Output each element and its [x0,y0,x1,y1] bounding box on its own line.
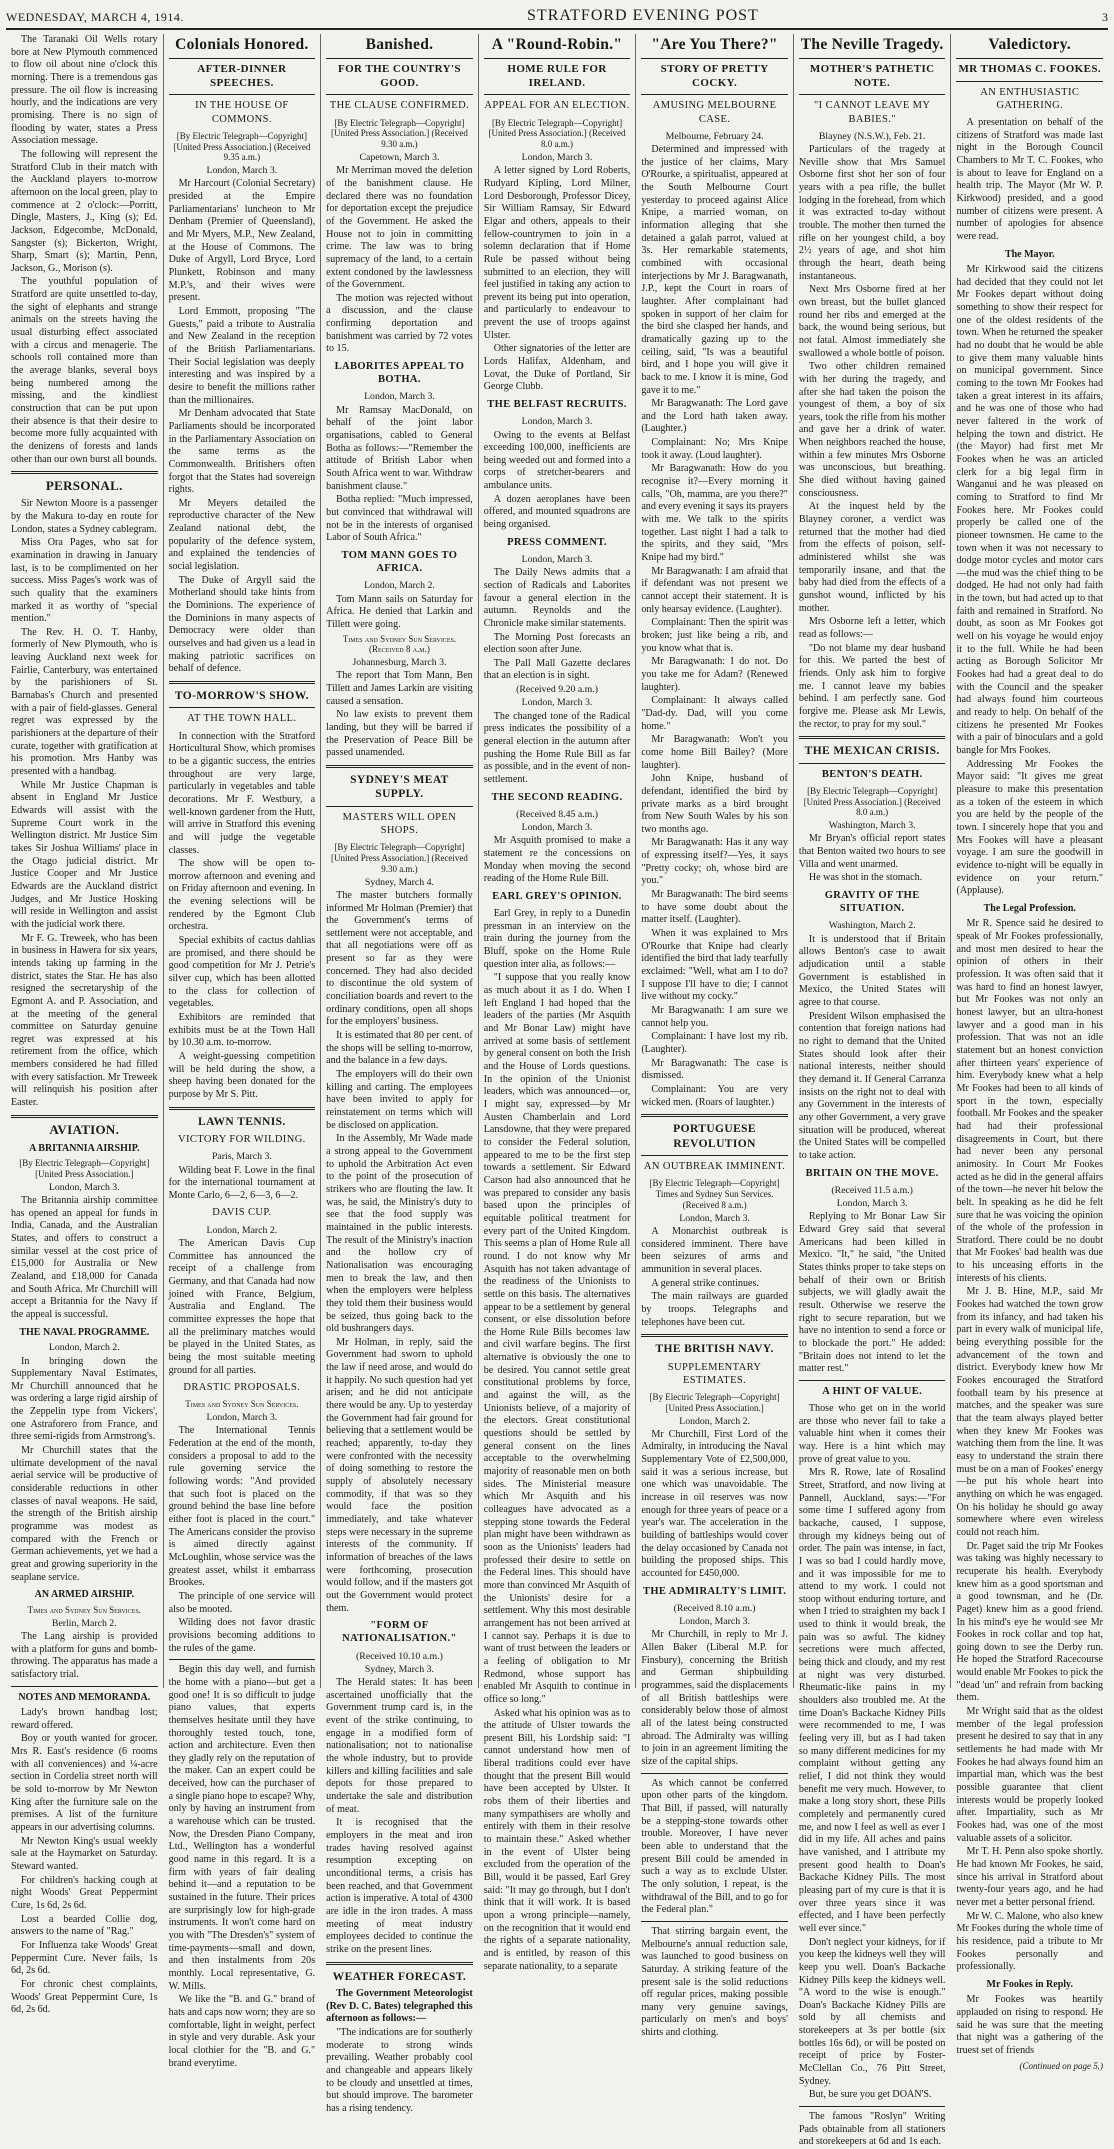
subheading: GRAVITY OF THE SITUATION. [824,890,920,915]
divider [326,94,473,95]
divider [326,806,473,807]
dateline: Capetown, March 3. [359,151,440,163]
article-paragraph: No law exists to prevent them landing, but they will be barred if the Preservation of Peace Bill be passed unamended. [326,709,473,759]
notice: For Influenza take Woods' Great Peppermint Cure. Never fails, 1s 6d, 2s 6d. [11,1939,158,1977]
article-paragraph: A presentation on behalf of the citizens of Stratford was made last night in the Borough Council Chambers to Mr T. C. Fookes, who is about to leave for England on a health trip. The Mayor (Mr W. P. Kirkwood) presided, and a good number of citizens were present. A number of apologies for absence were read. [956,116,1104,242]
subheading: THE CLAUSE CONFIRMED. [329,100,470,112]
article-paragraph: Mr Bryan's official report states that Benton waited two hours to see Villa and went unarmed. [798,833,946,870]
dateline: Washington, March 3. [828,820,916,832]
article-paragraph: The principle of one service will also be mooted. [168,1590,316,1615]
article-paragraph: Mr Meyers detailed the reproductive character of the New Zealand national debt, the popularity of the defence system, and explained the tendencies of social legislation. [168,497,316,573]
subheading: VICTORY FOR WILDING. [178,1134,306,1146]
columns [6,34,1108,2148]
article-paragraph: "Do not blame my dear husband for this. We parted the best of friends. Only ask him to forgive me. I cannot leave my babies behind. I am perfectly sane. God forgive me. Please ask Mr Lewis, the rector, to pray for my soul." [798,642,946,730]
divider [641,1155,788,1156]
article-paragraph: The motion was rejected without a discussion, and the clause confirming deportation and banishment was carried by 72 votes to 15. [326,292,473,355]
divider [641,1921,788,1922]
article-paragraph: Mr W. C. Malone, who also knew Mr Fookes during the whole time of his residence, paid a tribute to Mr Fookes personally and professionally. [956,1910,1104,1973]
divider [956,58,1103,59]
divider [799,1380,946,1381]
article-paragraph: The American Davis Cup Committee has announced the receipt of a challenge from Germany, and that Canada had now joined with France, Belgium, Australia and England. The committee expresses the hope that all the preliminary matches would be played in the United States, as being the most suitable meeting ground for all parties. [168,1237,316,1376]
subheading: SUPPLEMENTARY ESTIMATES. [667,1361,762,1386]
subheading: THE NAVAL PROGRAMME. [19,1326,150,1338]
divider [799,2106,946,2107]
article-paragraph: He was shot in the stomach. [808,872,923,884]
credit-line: [By Electric Telegraph—Copyright] [United Press Association.] [649,1391,780,1413]
article-paragraph: Mr Baragwanath: I am afraid that if defendant was not present we cannot accept their statement. It is only hearsay evidence. (Laughter). [641,565,788,615]
dateline: Sydney, March 4. [364,876,434,888]
article-paragraph: Determined and impressed with the justice of her claims, Mary O'Rourke, a spiritualist, appeared at the South Melbourne Court yesterday to proceed against Alice Knipe, a married woman, on information alleging that she detained a galah parrot, valued at 3s. Her remarkable statements, combined with occasional interjections by Mr J. Baragwanath, J.P., kept the Court in roars of laughter. After complainant had spoken in support of her claim for the bird she clasped her hands, and dramatically gazing up to the ceiling, said, "Is was a beautiful bird, and I hope you will give it back to me. I know it is mine, God gave it to me." [641,144,788,396]
article-headline: A "Round-Robin." [491,36,623,53]
article-paragraph: While Mr Justice Chapman is absent in England Mr Justice Edwards will assist with the Supreme Court work in the Wellington district. Mr Justice Sim takes Sir Joshua Williams' place in the Otago judicial district. Mr Justice Cooper and Mr Justice Edwards are the Auckland district Judges, and Mr Justice Hosking will reside in Wellington and assist with the judicial work there. [11,779,158,930]
credit-line: Times and Sydney Sun Services. [185,1399,299,1410]
dateline: Johannesburg, March 3. [352,657,447,669]
dateline: Melbourne, February 24. [665,130,764,142]
article-paragraph: Mrs Osborne left a letter, which read as follows:— [798,616,946,640]
dateline: (Received 8.10 a.m.) [673,1602,756,1614]
article-paragraph: It is understood that if Britain allows Benton's case to await adjudication until a stable Government is established in Mexico, the United States will agree to that course. [798,933,946,1009]
article-paragraph: Mr Wright said that as the oldest member of the legal profession present he desired to say that in any settlements he had made with Mr Fookes he had always found him an impartial man, which was the best possible guarantee that client interests would be properly looked after. Impartiality, such as Mr Fookes had, was one of the most valuable assets of a solicitor. [956,1706,1104,1844]
subheading: A BRITANNIA AIRSHIP. [29,1142,140,1154]
dateline: Sydney, March 3. [364,1663,434,1675]
article-paragraph: Mr Baragwanath: Won't you come home Bill Bailey? (More laughter). [641,734,788,771]
article-paragraph: The Taranaki Oil Wells rotary bore at New Plymouth commenced to flow oil about nine o'clock this morning. There is a tremendous gas pressure. The oil flow is increasing hourly, and the indications are very promising. There is no sign of flooding by water, states a Press Association message. [11,34,158,147]
section-heading: SYDNEY'S MEAT SUPPLY. [350,774,449,801]
divider [799,58,946,59]
article-paragraph: A Monarchist outbreak is considered imminent. There have been seizures of arms and ammunition in several places. [641,1225,788,1275]
article-paragraph: Mr Ramsay MacDonald, on behalf of the joint labor organisations, cabled to General Botha as follows:—"Remember the attitude of British Labor when South Africa went to war. Withdraw banishment clause." [326,404,473,492]
article-paragraph: The master butchers formally informed Mr Holman (Premier) that the Government's terms of settlement were not acceptable, and that all negotiations were off as present so far as they were concerned. They had also decided to discontinue the old system of conciliation boards and revert to the ordinary conditions, open all shops for the employers' business. [326,889,473,1028]
advertisement: Mrs R. Rowe, late of Rosalind Street, Stratford, and now living at Pannell, Auckland, says:—"For some time I suffered agony from backache, caused, I suppose, through my kidneys being out of order. The pain was intense, in fact, I was so bad I could hardly move, and it was impossible for me to attend to my work. I could not stoop without enduring torture, and when I tried to straighten my back I used to think it would break, the pain was so awful. The kidney secretions were much affected, being thick and cloudy, and my rest at night was very disturbed. Rheumatic-like pains in my shoulders also troubled me. At the time Doan's Backache Kidney Pills were recommended to me, I was feeling very ill, but as I had taken so many different medicines for my complaint without getting any relief, I did not think they would benefit me very much. However, to make a long story short, these Pills completely and permanently cured me, and now I feel as well as ever I did in my life. All aches and pains have vanished, and I attribute my present good health to Doan's Backache Kidney Pills. The most pleasing part of my cure is that it is over three years since it was effected, and I have been perfectly well ever since." [798,1467,946,1934]
article-paragraph: It is estimated that 80 per cent. of the shops will be selling to-morrow, and the balance in a few days. [326,1030,473,1067]
advertisement: The famous "Roslyn" Writing Pads obtainable from all stationers and storekeepers at 6d and 1s each. [798,2111,946,2148]
article-headline: Colonials Honored. [175,36,309,53]
subheading: BRITAIN ON THE MOVE. [805,1167,939,1179]
subheading: The Legal Profession. [983,902,1076,914]
dateline: (Received 8.45 a.m.) [516,808,598,820]
dateline: London, March 2. [206,1224,278,1236]
divider [799,736,946,739]
article-paragraph: Mr Fookes was heartily applauded on rising to respond. He said he was sure that the meeting that night was a gathering of the truest set of friends [956,1994,1104,2057]
section-heading: TO-MORROW'S SHOW. [174,690,309,703]
article-paragraph: Mr Asquith promised to make a statement re the concessions on Monday when moving the second reading of the Home Rule Bill. [483,835,631,885]
column-6 [794,34,952,2148]
article-paragraph: Mr Harcourt (Colonial Secretary) presided at the Empire Parliamentarians' luncheon to Mr Denham (Premier of Queensland), and Mr Myers, M.P., New Zealand, at the House of Commons. The Duke of Argyll, Lord Bryce, Lord Plunkett, Robinson and many M.P.'s, and their wives were present. [168,178,316,304]
subheading: AT THE TOWN HALL. [187,713,297,725]
divider [169,58,316,59]
article-paragraph: Wilding does not favor drastic provisions becoming additions to the rules of the game. [168,1617,316,1654]
article-paragraph: Mr Holman, in reply, said the Government had sworn to uphold the law if need arose, and would do it happily. No such question had yet arisen; and he did not anticipate there would be any. Up to yesterday the Government had fair ground for believing that a settlement would be reached; apparently, to-day they were confronted with the necessity of doing something to restore the supply of absolutely necessary commodity, if that was so they would face the position immediately, and take whatever steps were necessary in the supreme interests of the community. If information of breaches of the laws were forthcoming, prosecution would follow, and if the masters got out the Government would protect them. [326,1336,473,1614]
subheading: PRESS COMMENT. [507,536,607,548]
subheading: AN ENTHUSIASTIC GATHERING. [980,86,1080,111]
article-paragraph: Mr Baragwanath: How do you recognise it?—Every morning it calls, "Oh, mamma, are you there?" and every evening it says its prayers with me. We talk to the spirits together. Last night I had a talk to the spirits, and they said, "Mrs Knipe had my bird." [641,463,788,564]
subheading: THE ADMIRALTY'S LIMIT. [642,1585,787,1597]
article-paragraph: A general strike continues. [651,1277,759,1289]
credit-line: [By Electric Telegraph—Copyright] [United Press Association.] (Received 8.0 a.m.) [803,785,941,818]
section-heading: THE MEXICAN CRISIS. [804,745,940,758]
dateline: (Received 11.5 a.m.) [831,1184,913,1196]
subheading: AN ARMED AIRSHIP. [34,1589,134,1601]
advertisement: We like the "B. and G." brand of hats and caps now worn; they are so comfortable, light in weight, perfect in style and very durable. Ask your local clothier for the "B. and G." brand everytime. [168,1994,316,2069]
divider [326,765,473,768]
subheading: MOTHER'S PATHETIC NOTE. [809,62,935,89]
article-paragraph: The following will represent the Stratford Club in their match with the Auckland players to-morrow afternoon on the local green, play to commence at 2 o'clock:—Porritt, Dingle, Masters, J., King (s); Ed. Jackson, Edgecombe, McDonald, Sangster (s); Bickerton, Wright, Sharp, Smart (s); Martin, Penn, Jackson, G., Morison (s). [11,148,158,274]
article-paragraph: Complainant: I have lost my rib. (Laughter). [641,1031,788,1055]
subheading: A HINT OF VALUE. [822,1385,923,1397]
subheading: "FORM OF NATIONALISATION." [342,1620,457,1645]
subheading: FOR THE COUNTRY'S GOOD. [337,62,461,89]
column-4 [479,34,637,1972]
divider [11,471,158,474]
subheading: AFTER-DINNER SPEECHES. [197,62,287,89]
column-3 [321,34,479,2114]
article-paragraph: Mr T. H. Penn also spoke shortly. He had known Mr Fookes, he said, since his arrival in Stratford about twenty-four years ago, and he had never met a better personal friend. [956,1846,1104,1908]
article-paragraph: The Government Meteorologist (Rev D. C. Bates) telegraphed this afternoon as follows:— [326,1988,473,2025]
article-headline: The Neville Tragedy. [800,36,944,53]
notice: For chronic chest complaints, Woods' Great Peppermint Cure, 1s 6d, 2s 6d. [11,1978,158,2016]
article-paragraph: When it was explained to Mrs O'Rourke that Knipe had clearly identified the bird that lady tearfully exclaimed: "Well, what am I to do? I suppose I'll have to die; I cannot live without my cocky." [641,928,788,1003]
advertisement: Begin this day well, and furnish the home with a piano—but get a good one! It is so difficult to judge piano values, that experts themselves hesitate until they have thoroughly tested touch, tone, action and architecture. Even then they gladly rely on the reputation of the maker. Can an expert could be deceived, how can the purchaser of a single piano hope to escape? Why, only by having an instrument from a warehouse which can be trusted. Now, the Dresden Piano Company, Ltd., Wellington has a wonderful good name in this regard. It is a firm with years of fair dealing behind it—and a reputation to be sustained in the future. Their prices are surprisingly low for high-grade instruments. It won't come hard on you with "The Dresden's" system of time-payments—small and down, and then instalments from 20s monthly. Local representative, G. W. Mills. [168,1664,316,1992]
article-paragraph: Mr Churchill, First Lord of the Admiralty, in introducing the Naval Supplementary Vote of £2,500,000, said it was a serious increase, but one which was unavoidable. The increase in oil reserves was now enough for three years of peace or a year's war. The acceleration in the building of battleships would cover the delay occasioned by Canada not building the proposed ships. This accounted for £450,000. [641,1428,788,1580]
article-paragraph: Mr F. G. Treweek, who has been in business in Hawera for six years, intends taking up farming in the district, states the Star. He has also resigned the secretaryship of the Egmont A. and P. Association, and at the meeting of the general committee on Saturday genuine regret was expressed at his retirement from the office, which members considered he had filled with every satisfaction. Mr Treweek will relinquish his position after Easter. [11,932,158,1109]
article-paragraph: In bringing down the Supplementary Naval Estimates, Mr Churchill announced that he was ordering a large rigid airship of the Zeppelin type from Vickers', one Astraforero from France, and three semi-rigids from Armstrong's. [11,1355,158,1443]
article-paragraph: As which cannot be conferred upon other parts of the kingdom. That Bill, if passed, will naturally be a stepping-stone towards other trouble. Moreover, I have never been able to understand that the present Bill could be amended in such a way as to exclude Ulster. The only solution, I repeat, is the withdrawal of the Bill, and to go for the Federal plan." [641,1777,788,1916]
subheading: APPEAL FOR AN ELECTION. [484,100,630,112]
advertisement: But, be sure you get DOAN'S. [808,2089,932,2101]
notice: For children's hacking cough at night Woods' Great Peppermint Cure, 1s 6d, 2s 6d. [11,1874,158,1911]
article-paragraph: Dr. Paget said the trip Mr Fookes was taking was highly necessary to recuperate his health. Everybody knew him as a good sportsman and a good townsman, and he (Dr. Paget) knew him as a good friend. In his mind's eye he would see Mr Fookes in rock collar and top hat, going down to see the Derby run. He hoped the Stratford Racecourse would enable Mr Fookes to pick the "dead 'un" and refrain from backing them. [956,1540,1104,1704]
article-paragraph: The Pall Mall Gazette declares that an election is in sight. [483,657,631,682]
article-paragraph: Complainant: It always called "Dad-dy. Dad, will you come home." [641,695,788,732]
article-paragraph: "The indications are for southerly moderate to strong winds prevailing. Weather probably cool and changeable and appears likely to be cloudy and unsettled at times, but should improve. The barometer has a rising tendency. [326,2027,473,2114]
notice: Lost a bearded Collie dog, answers to the name of "Rag." [11,1913,158,1938]
article-paragraph: President Wilson emphasised the contention that foreign nations had no right to demand that the United States should look after their national interests, neither should they demand it. If General Carranza insists on the right not to deal with any Government in the interests of any other Government, a very grave situation will be produced, whereat the United States will be compelled to take action. [798,1010,946,1161]
article-paragraph: Special exhibits of cactus dahlias are promised, and there should be good competition for Mr J. Petrie's silver cup, which has been allotted to the class for collection of vegetables. [168,935,316,1010]
section-heading: AVIATION. [49,1121,120,1137]
subheading: STORY OF PRETTY COCKY. [660,62,769,89]
subheading: MASTERS WILL OPEN SHOPS. [342,811,457,837]
advertisement: Don't neglect your kidneys, for if you keep the kidneys well they will keep you well. Doan's Backache Kidney Pills keep the kidneys well. "A word to the wise is enough." Doan's Backache Kidney Pills are sold by all chemists and storekeepers at 3s per bottle (six bottles 16s 6d), or will be posted on receipt of price by Foster-McClellan Co., 76 Pitt Street, Sydney. [798,1936,946,2087]
subheading: THE BELFAST RECRUITS. [487,399,627,411]
article-paragraph: Miss Ora Pages, who sat for examination in drawing in January last, is to be complimented on her success. Miss Pages's work was of such quality that the examiners marked it as worthy of "special mention." [11,537,158,625]
article-paragraph: Mr Merriman moved the deletion of the banishment clause. He declared there was no foundation for deportation except the prejudice of the Government. He asked the House not to join in committing crime. The law was to bring supremacy of the land, to a certain extent condoned by the lawlessness of the Government. [326,165,473,291]
article-headline: "Are You There?" [651,36,778,53]
divider [169,94,316,95]
article-paragraph: Other signatories of the letter are Lords Halifax, Aldenham, and Lovat, the Duke of Portland, Sir George Clubb. [483,343,631,393]
dateline: Blayney (N.S.W.), Feb. 21. [818,130,926,142]
divider [641,1114,788,1117]
article-paragraph: Asked what his opinion was as to the attitude of Ulster towards the present Bill, his Lordship said: "I cannot understand how men of liberal traditions could ever have thought that the present Bill would have been accepted by Ulster. It robs them of their liberties and many sympathisers are wholly and entirely with them in their resolve to maintain these." Asked whether in the event of Ulster being excluded from the operation of the Bill, would it be passed, Earl Grey said: "It may go through, but I don't think that it will work. It is based upon a wrong principle—namely, on the recognition that it would end the rights of a separate nationality, and is entitled, by reason of this separate nationality, to a separate [483,1707,631,1972]
credit-line: [By Electric Telegraph—Copyright] [United Press Association.] (Received 8.0 a.m.) [488,117,626,150]
newspaper-title: STRATFORD EVENING POST [527,7,759,24]
article-paragraph: Owing to the events at Belfast exceeding 100,000, inefficients are being weeded out and formed into a corps of stretcher-bearers and ambulance units. [483,429,631,492]
article-paragraph: At the inquest held by the Blayney coroner, a verdict was returned that the mother had died from the effects of poison, self-administered whilst she was temporarily insane, and that the baby had died from the effects of a gunshot wound, inflicted by his mother. [798,501,946,614]
dateline: Washington, March 2. [828,920,916,932]
article-paragraph: Replying to Mr Bonar Law Sir Edward Grey said that several Americans had been killed in Mexico. "It," he said, "the United States thinks proper to take steps on behalf of their own or British subjects, we will gladly await the result. Otherwise we reserve the right to secure reparation, but we have no intention to send a force or to blockade the port." He added: "Britain does not intend to let the matter rest." [798,1211,946,1375]
article-paragraph: Lord Emmott, proposing "The Guests," paid a tribute to Australia and New Zealand in the reception of the British Parliamentarians. Their Social legislation was deeply interesting and was inspired by a desire to benefit the millions rather than the millionaires. [168,305,316,406]
credit-line: Times and Sydney Sun Services. [27,1604,141,1615]
masthead [6,4,1108,30]
article-paragraph: A weight-guessing competition will be held during the show, a sheep having been donated for the purpose by Mr S. Pitt. [168,1051,316,1100]
divider [326,1962,473,1965]
divider [11,1115,158,1118]
article-paragraph: Botha replied: "Much impressed, but convinced that withdrawal will not be in the interests of organised Labor of South Africa." [326,494,473,544]
section-heading: WEATHER FORECAST. [332,1970,467,1983]
dateline: London, March 3. [206,165,278,177]
article-paragraph: The youthful population of Stratford are quite unsettled to-day, the sight of elephants and strange animals on the streets having the usual disturbing effect associated with a circus and menagerie. The schools roll contained more than the average blanks, several boys being numbered among the missing, and the kindliest construction that can be put upon their absence is that their desire to become more fully acquainted with the denizens of forests and lands other than our own burst all bounds. [11,276,158,465]
dateline: London, March 3. [48,1181,120,1193]
page-number: 3 [1102,10,1108,24]
section-heading: LAWN TENNIS. [198,1115,286,1128]
divider [799,94,946,95]
subheading: BENTON'S DEATH. [821,768,923,780]
dateline: London, March 2. [48,1342,120,1354]
article-paragraph: Mr Kirkwood said the citizens had decided that they could not let Mr Fookes depart without doing something to show their respect for one of the oldest residents of the town. When he returned the speaker had no doubt that he would be able to give them many valuable hints on municipal government. Since coming to the town Mr Fookes had taken a great interest in its affairs, and he was one of those who had never faltered in the work of helping the town and district. He (the Mayor) had first met Mr Fookes when he was an articled clerk for a big legal firm in Wanganui and he was pleased on coming to Stratford to find Mr Fookes here. Mr Fookes could properly be called one of the pioneer townsmen. He came to the town when it was not necessary to dodge motor cycles and motor cars—the mud was the chief thing to be dodged. He had not only had faith in the town, but had acted up to that faith and remained in Stratford. No doubt, as soon as Mr Fookes got well on his voyage he would enjoy it to the full. While he had been acting as Borough Solicitor Mr Fookes had had a great deal to do with the Council and the speaker had always found him courteous and ready to help. On behalf of the citizens he presented Mr Fookes with a pair of binoculars and a gold bangle for Mrs Fookes. [956,264,1104,756]
divider [11,1686,158,1687]
credit-line: [By Electric Telegraph—Copyright] [United Press Association.] (Received 9.35 a.m.) [173,130,311,163]
article-paragraph: It is recognised that the employers in the meat and iron trades having resolved against resumption excepting on unconditional terms, a crisis has been reached, and that Government action is imperative. A total of 4300 are idle in the iron trades. A mass meeting of meat industry employees decided to continue the strike on the present lines. [326,1817,473,1955]
divider [799,763,946,764]
article-paragraph: The show will be open to-morrow afternoon and evening and on Friday afternoon and evening. In the evening selections will be rendered by the Egmont Club orchestra. [168,858,316,933]
subheading: EARL GREY'S OPINION. [492,890,622,902]
subheading: The Mayor. [1004,248,1055,260]
article-paragraph: A dozen aeroplanes have been offered, and mounted squadrons are being organised. [483,493,631,531]
article-paragraph: Earl Grey, in reply to a Dunedin pressman in an interview on the train during the journey from the Bluff, spoke on the Home Rule question inter alia, as follows:— [483,908,631,970]
article-paragraph: Mr Churchill, in reply to Mr J. Allen Baker (Liberal M.P. for Finsbury), concerning the British and German shipbuilding programmes, said the displacements of all British battleships were considerably below those of almost all of the latest being constructed abroad. The Admiralty was willing to join in an agreement limiting the size of the capital ships. [641,1629,788,1767]
continuation-note: (Continued on page 5.) [1019,2060,1104,2071]
dateline: (Received 9.20 a.m.) [516,684,598,696]
article-paragraph: Mr Baragwanath: I do not. Do you take me for Adam? (Renewed laughter). [641,656,788,693]
article-paragraph: John Knipe, husband of defendant, identified the bird by private marks as a bird brought from New South Wales by his son two months ago. [641,773,788,835]
dateline: London, March 3. [836,1198,908,1209]
article-paragraph: The main railways are guarded by troops. Telegraphs and telephones have been cut. [641,1291,788,1328]
article-paragraph: Mr J. B. Hine, M.P., said Mr Fookes had watched the town grow from its infancy, and had taken his part in every walk of municipal life, being everything possible for the advancement of the town and district. Everybody knew how Mr Fookes encouraged the Stratford football team by his presence at matches, and the speaker was sure that the team always played better when they knew Mr Fookes was watching them from the line. It was easy to understand the strain there must be on a man of Fookes' energy—he put his whole heart into anything on which he was engaged. On his holiday he should go away somewhere where even wireless could not reach him. [956,1286,1104,1538]
article-paragraph: Addressing Mr Fookes the Mayor said: "It gives me great pleasure to make this presentation as a token of the esteem in which you are held by the people of the town. I sincerely hope that you and Mrs Fookes will have a pleasant voyage. I am sure the goodwill in evidence to-night will be equally in evidence on your return." (Applause). [956,758,1104,897]
article-paragraph: The Duke of Argyll said the Motherland should take hints from the Dominions. The experience of the Dominions in many aspects of Democracy were older than ourselves and had given us a lead in making patriotic sacrifices on behalf of defence. [168,574,316,675]
subheading: TOM MANN GOES TO AFRICA. [341,549,458,575]
article-paragraph: The Daily News admits that a section of Radicals and Laborites favour a general election in the autumn. Reynolds and the Chronicle make similar statements. [483,567,631,629]
article-paragraph: The Britannia airship committee has opened an appeal for funds in India, Canada, and the Australian States, and offers to construct a similar vessel at the cost price of £15,000 for Australia or New Zealand, and £18,000 for Canada and South Africa. Mr Churchill will accept a Britannia for the Navy if the appeal is successful. [11,1195,158,1321]
article-paragraph: The Lang airship is provided with a platform for guns and bomb-throwing. The apparatus has made a satisfactory trial. [11,1630,158,1680]
credit-line: Times and Sydney Sun Services. (Received 8 a.m.) [342,633,457,655]
divider [169,681,316,684]
dateline: London, March 3. [206,1412,278,1424]
dateline: London, March 3. [521,697,593,709]
advertisement: That stirring bargain event, the Melbourne's annual reduction sale, was launched to good business on Saturday. A striking feature of the present sale is the solid reductions off regular prices, making possible many very genuine savings, particularly on men's and boys' shirts and clothing. [641,1925,788,2039]
subheading: "I CANNOT LEAVE MY BABIES." [813,100,931,125]
subheading: MR THOMAS C. FOOKES. [958,62,1102,75]
article-paragraph: The International Tennis Federation at the end of the month, considers a proposal to add to the rule governing service the following words: "And provided that such foot is placed on the ground behind the base line before either foot is placed in the court." The Americans consider the proviso is aimed directly against McLoughlin, whose service was the greatest asset, whilst it embarrass Brookes. [168,1425,316,1589]
divider [484,58,631,59]
divider [169,1659,316,1660]
credit-line: [By Electric Telegraph—Copyright] [United Press Association.] (Received 9.30 a.m.) [330,842,468,874]
article-paragraph: In the Assembly, Mr Wade made a strong appeal to the Government to uphold the Arbitration Act even to the point of the prosecution of strikers who are flouting the law. It was, he said, the Ministry's duty to see that the food supply was maintained in the public interests. The result of the Ministry's inaction and the hollow cry of Nationalisation was encouraging men to break the law, and then when the employers were helpless they told them their business would be seized, thus going back to the old bushrangers days. [326,1133,473,1335]
column-1 [6,34,164,2016]
subheading: Mr Fookes in Reply. [986,1978,1073,1990]
article-paragraph: Complainant: Then the spirit was broken; just like being a rib, and you know what that is. [641,617,788,654]
article-paragraph: Exhibitors are reminded that exhibits must be at the Town Hall by 10.30 a.m. to-morrow. [168,1012,316,1049]
subheading: IN THE HOUSE OF COMMONS. [195,100,289,125]
article-paragraph: Tom Mann sails on Saturday for Africa. He denied that Larkin and Tillett were going. [326,593,473,630]
article-paragraph: Complainant: No; Mrs Knipe took it away. (Loud laughter). [641,437,788,461]
section-heading: NOTES AND MEMORANDA. [18,1691,151,1703]
article-paragraph: Mr Baragwanath: The bird seems to have some doubt about the matter itself. (Laughter). [641,889,788,926]
article-paragraph: "I suppose that you really know as much about it as I do. When I left England I had hoped that the leaders of the parties (Mr Asquith and Mr Bonar Law) might have arrived at some basis of settlement by general consent on both the Irish and the House of Lords questions. In the opinion of the Unionist leaders, which was announced—or, I might say, expressed—by Mr Austen Chamberlain and Lord Lansdowne, that they were prepared to consider the Federal solution, appeared to me to be the first step towards a settlement. Sir Edward Carson had also announced that he was prepared to consider any basis based upon the principles of equitable political treatment for every part of the United Kingdom. This seems a plan of Home Rule all round. I do not know why Mr Asquith has not taken advantage of the readiness of the Unionists to settle on this basis. The alternatives appear to be a settlement by general consent, or else dissolution before the Home Rule Bills becomes law and civil warfare begins. The first alternative is obviously the one to be desired. You cannot settle great constitutional problems by force, and against the will, as the Unionists believe, of a majority of the electors. Great constitutional questions should be settled by general consent on the lines acceptable to the overwhelming majority of reasonable men on both sides. The Ministerial measure which Mr Asquith and his colleagues have advocated as a stepping stone towards the Federal plan might have been withdrawn as soon as the Unionists' leaders had professed their desire to settle on the Federal lines. This should have more than convinced Mr Asquith of the Unionists' desire for a settlement. Why this most desirable arrangement has not been arrived at I cannot say. Perhaps it is due to want of trust between the leaders or a feeling of obligation to Mr Redmond, whose support has enabled Mr Asquith to continue in office so long." [483,972,631,1705]
article-paragraph: Mr Denham advocated that State Parliaments should be incorporated in the Parliamentary Association on the same terms as the Commonwealth. Britishers often forgot that the States had sovereign rights. [168,408,316,496]
divider [641,94,788,95]
article-paragraph: The report that Tom Mann, Ben Tillett and James Larkin are visiting caused a sensation. [326,670,473,707]
column-7 [951,34,1108,2071]
column-5 [636,34,794,2039]
section-heading: THE BRITISH NAVY. [655,1343,774,1356]
article-paragraph: The employers will do their own killing and carting. The employees have been invited to apply for reinstatement on terms which will be disclosed on application. [326,1069,473,1131]
dateline: Berlin, March 2. [51,1617,117,1629]
dateline: London, March 3. [521,151,593,163]
article-paragraph: Next Mrs Osborne fired at her own breast, but the bullet glanced round her ribs and emerged at the back, the wound being serious, but not fatal. Almost immediately she swallowed a whole bottle of poison. [798,284,946,359]
subheading: HOME RULE FOR IRELAND. [507,62,607,89]
advertisement: Those who get on in the world are those who never fail to take a valuable hint when it comes their way. Here is a hint which may prove of great value to you. [798,1402,946,1465]
divider [169,707,316,708]
article-paragraph: Particulars of the tragedy at Neville show that Mrs Samuel Osborne first shot her son of four years with a pea rifle, the bullet lodging in the forehead, from which it was extracted to-day without trouble. The mother then turned the rifle on her youngest child, a boy 2½ years of age, and shot him through the heart, death being instantaneous. [798,144,946,282]
notice: Mr Newton King's usual weekly sale at the Haymarket on Saturday. Steward wanted. [11,1835,158,1872]
article-paragraph: Mr Baragwanath: The case is dismissed. [641,1057,788,1082]
subheading: LABORITES APPEAL TO BOTHA. [334,361,465,386]
dateline: (Received 10.10 a.m.) [356,1650,443,1662]
article-paragraph: Sir Newton Moore is a passenger by the Makura to-day en route for London, states a Sydney cablegram. [11,498,158,535]
divider [484,94,631,95]
article-paragraph: A letter signed by Lord Roberts, Rudyard Kipling, Lord Milner, Lord Desborough, Professor Dicey, Sir William Ramsay, Sir Edward Elgar and others, appeals to their fellow-countrymen to join in a solemn declaration that if Home Rule be passed without being submitted to an election, they will feel justified in taking any action to prevent its being put into operation, and particularly to endeavour to prevent the use of troops against Ulster. [483,165,631,341]
article-paragraph: Mr Baragwanath: Has it any way of expressing itself?—Yes, it says "Pretty cocky; oh, whose bird are you." [641,837,788,887]
notice: Lady's brown handbag lost; reward offered. [11,1707,158,1731]
article-paragraph: Two other children remained with her during the tragedy, and after she had taken the poison the youngest of them, a boy of six years, took the rifle from his mother and gave her a drink of water. When neighbors reached the house, within a few minutes Mrs Osborne was unconscious, but breathing. She died without having gained consciousness. [798,361,946,499]
article-paragraph: Mr R. Spence said he desired to speak of Mr Fookes professionally, and most men desired to hear the opinion of others in their profession. It was often said that it was hard to find an honest lawyer, but Mr Fookes was not only an honest lawyer, but an ultra-honest lawyer and a good man in his profession. That was not an idle statement but an honest conviction after thirteen years' experience of him. Everybody knew what a help Mr Fookes had been to all kinds of sport in the town, especially football. Mr Fookes and the speaker had had their professional disagreements in Court, but there had never been any personal animosity. In Court Mr Fookes acted as he did in the general affairs of the town—he never hit below the belt. In speaking as he did he felt sure that he was voicing the opinion of the whole of the profession in Stratford. There could be no doubt that Mr Fookes' bad health was due to his unceasing efforts in the interests of his clients. [956,918,1104,1284]
subheading: THE SECOND READING. [491,791,623,803]
credit-line: [By Electric Telegraph—Copyright] Times and Sydney Sun Services. (Received 8 a.m.) [649,1178,780,1210]
dateline: Paris, March 3. [211,1151,272,1163]
notice: Boy or youth wanted for grocer. Mrs R. East's residence (6 rooms with all conveniences) and ¼-acre section in Cordelia street north will be sold to-morrow by Mr Newton King after the furniture sale on the premises. A list of the furniture appears in our advertising columns. [11,1733,158,1834]
article-paragraph: The changed tone of the Radical press indicates the possibility of a general election in the autumn after pushing the Home Rule Bill as far as possible, and in the event of non-settlement. [483,710,631,785]
dateline: London, March 3. [521,416,593,428]
divider [326,58,473,59]
dateline: London, March 2. [364,580,435,592]
credit-line: [By Electric Telegraph—Copyright] [United Press Association.] [19,1158,150,1180]
credit-line: [By Electric Telegraph—Copyright] [United Press Association.] (Received 9.30 a.m.) [330,117,468,150]
article-paragraph: The Herald states: It has been ascertained unofficially that the Government trump card is, in the event of the strike continuing, to engage in a modified form of nationalisation; not to nationalise the whole industry, but to provide killers and killing facilities and sale depots for those prepared to undertake the sale and distribution of meat. [326,1677,473,1815]
dateline: London, March 3. [521,553,593,565]
dateline: London, March 2. [679,1415,750,1427]
column-2 [164,34,322,2069]
article-headline: Valedictory. [988,36,1072,53]
article-paragraph: Mr Churchill states that the ultimate development of the naval aerial service will be productive of considerable reductions in other classes of naval weapons. He said, the strength of the British airship programme was modest as compared with the French or German achievements, yet we had a great and growing superiority in the seaplane service. [11,1445,158,1583]
divider [956,81,1103,82]
divider [169,1107,316,1110]
article-paragraph: In connection with the Stratford Horticultural Show, which promises to be a gigantic success, the entries throughout are very large, particularly in vegetables and table decorations. Mr F. Westbury, a well-known gardener from the Hutt, will arrive in Stratford this evening and will judge the vegetable classes. [168,730,316,856]
article-paragraph: The Morning Post forecasts an election soon after June. [483,631,631,656]
subheading: AN OUTBREAK IMMINENT. [643,1161,786,1173]
article-paragraph: The Rev. H. O. T. Hanby, formerly of New Plymouth, who is leaving Auckland next week for Fairlie, Canterbury, was entertained by the parishioners of St. Barnabas's Church and presented with a pair of field-glasses. General regret was expressed by the parishioners at the departure of their curate, together with gratification at his promotion. Mrs Hanby was presented with a handbag. [11,626,158,778]
subheading: AMUSING MELBOURNE CASE. [652,100,777,125]
issue-date: WEDNESDAY, MARCH 4, 1914. [6,10,184,24]
dateline: London, March 3. [364,391,435,403]
divider [641,58,788,59]
section-heading: PERSONAL. [45,478,123,494]
article-paragraph: Mr Baragwanath: I am sure we cannot help you. [641,1005,788,1029]
section-heading: PORTUGUESE REVOLUTION [673,1123,757,1150]
article-paragraph: Complainant: You are very wicked men. (Roars of laughter.) [641,1083,788,1108]
article-paragraph: Wilding beat F. Lowe in the final for the international tournament at Monte Carlo, 6—2, 6—3, 6—2. [168,1164,316,1201]
subheading: DAVIS CUP. [212,1207,272,1219]
dateline: London, March 3. [679,1212,750,1224]
dateline: London, March 3. [521,822,593,834]
article-headline: Banished. [365,36,434,53]
subheading: DRASTIC PROPOSALS. [183,1382,301,1394]
divider [641,1773,788,1774]
divider [641,1334,788,1337]
article-paragraph: Mr Baragwanath: The Lord gave and the Lord hath taken away. (Laughter.) [641,398,788,435]
dateline: London, March 3. [679,1616,750,1628]
